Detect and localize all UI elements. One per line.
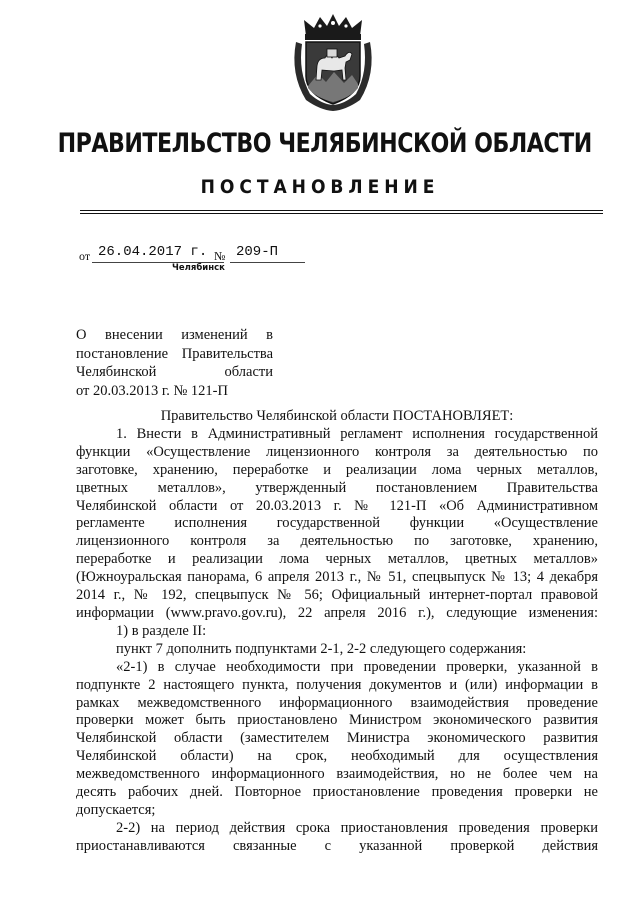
body-line: Правительство Челябинской области ПОСТАНОВЛЯЕТ:	[160, 408, 514, 424]
body-line: 1) в разделе II:	[116, 622, 207, 639]
document-body	[76, 408, 598, 856]
body-line: (Южноуральская панорама, 6 апреля 2013 г., № 51, спецвыпуск № 13; 4 декабря	[76, 569, 598, 586]
body-line: 2-2) на период действия срока приостановления проведения проверки	[116, 819, 598, 836]
body-line: десять рабочих дней. Повторное приостановление проведения проверки не	[76, 784, 598, 801]
body-line: 1. Внести в Административный регламент исполнения государственной	[116, 425, 598, 442]
crown-icon	[304, 14, 362, 40]
date-prefix: от	[79, 249, 91, 263]
body-line: проверки может быть приостановлено Министром экономического развития	[76, 712, 598, 729]
body-line: Челябинской области от 20.03.2013 г. № 121-П «Об Административном	[76, 497, 598, 514]
body-line: пункт 7 дополнить подпунктами 2-1, 2-2 следующего содержания:	[116, 640, 527, 657]
subject-line: постановление Правительства	[76, 345, 273, 362]
header-rule-top	[80, 210, 603, 211]
body-line: заготовке, хранению, переработке и реализации лома черных металлов,	[76, 461, 598, 478]
body-line: приостанавливаются связанные с указанной проверкой действия	[76, 837, 598, 854]
body-line: Челябинской области) на срок, необходимый для осуществления	[76, 748, 598, 765]
body-line: рамках межведомственного информационного взаимодействия проведение	[76, 694, 598, 711]
body-line: допускается;	[76, 801, 156, 818]
body-line: межведомственного информационного взаимодействия, но не более чем на	[76, 766, 598, 783]
body-line: «2-1) в случае необходимости при проведении проверки, указанной в	[116, 658, 598, 675]
number-value: 209-П	[236, 244, 279, 260]
city-name: Челябинск	[172, 263, 225, 273]
number-prefix: №	[214, 249, 226, 263]
subject-line: О внесении изменений в	[76, 327, 273, 343]
number-underline	[230, 262, 305, 263]
subject-block	[76, 326, 273, 400]
body-line: подпункте 2 настоящего пункта, получения документов и (или) информации в	[76, 676, 598, 693]
body-line: Челябинской области (заместителем Министра экономического развития	[76, 730, 598, 747]
body-line: информации (www.pravo.gov.ru), 22 апреля 2016 г.), следующие изменения:	[76, 604, 598, 621]
body-line: функции «Осуществление лицензионного контроля за деятельностью по	[76, 443, 598, 460]
subject-line: от 20.03.2013 г. № 121-П	[76, 382, 228, 399]
body-line: регламенте исполнения государственной функции «Осуществление	[76, 515, 598, 532]
body-line: 2014 г., № 192, спецвыпуск № 56; Официальный интернет-портал правовой	[76, 587, 598, 604]
date-value: 26.04.2017 г.	[98, 244, 208, 260]
body-line: лицензионного контроля за деятельностью по заготовке, хранению,	[76, 533, 598, 550]
subject-line: Челябинской области	[76, 364, 273, 381]
organization-title: ПРАВИТЕЛЬСТВО ЧЕЛЯБИНСКОЙ ОБЛАСТИ	[57, 128, 592, 159]
body-line: переработке и реализации лома черных металлов, цветных металлов»	[76, 551, 598, 568]
document-type: ПОСТАНОВЛЕНИЕ	[200, 176, 440, 198]
coat-of-arms-icon	[290, 14, 376, 112]
header-rule-bottom	[80, 213, 603, 214]
body-line: цветных металлов», утвержденный постановлением Правительства	[76, 479, 598, 496]
